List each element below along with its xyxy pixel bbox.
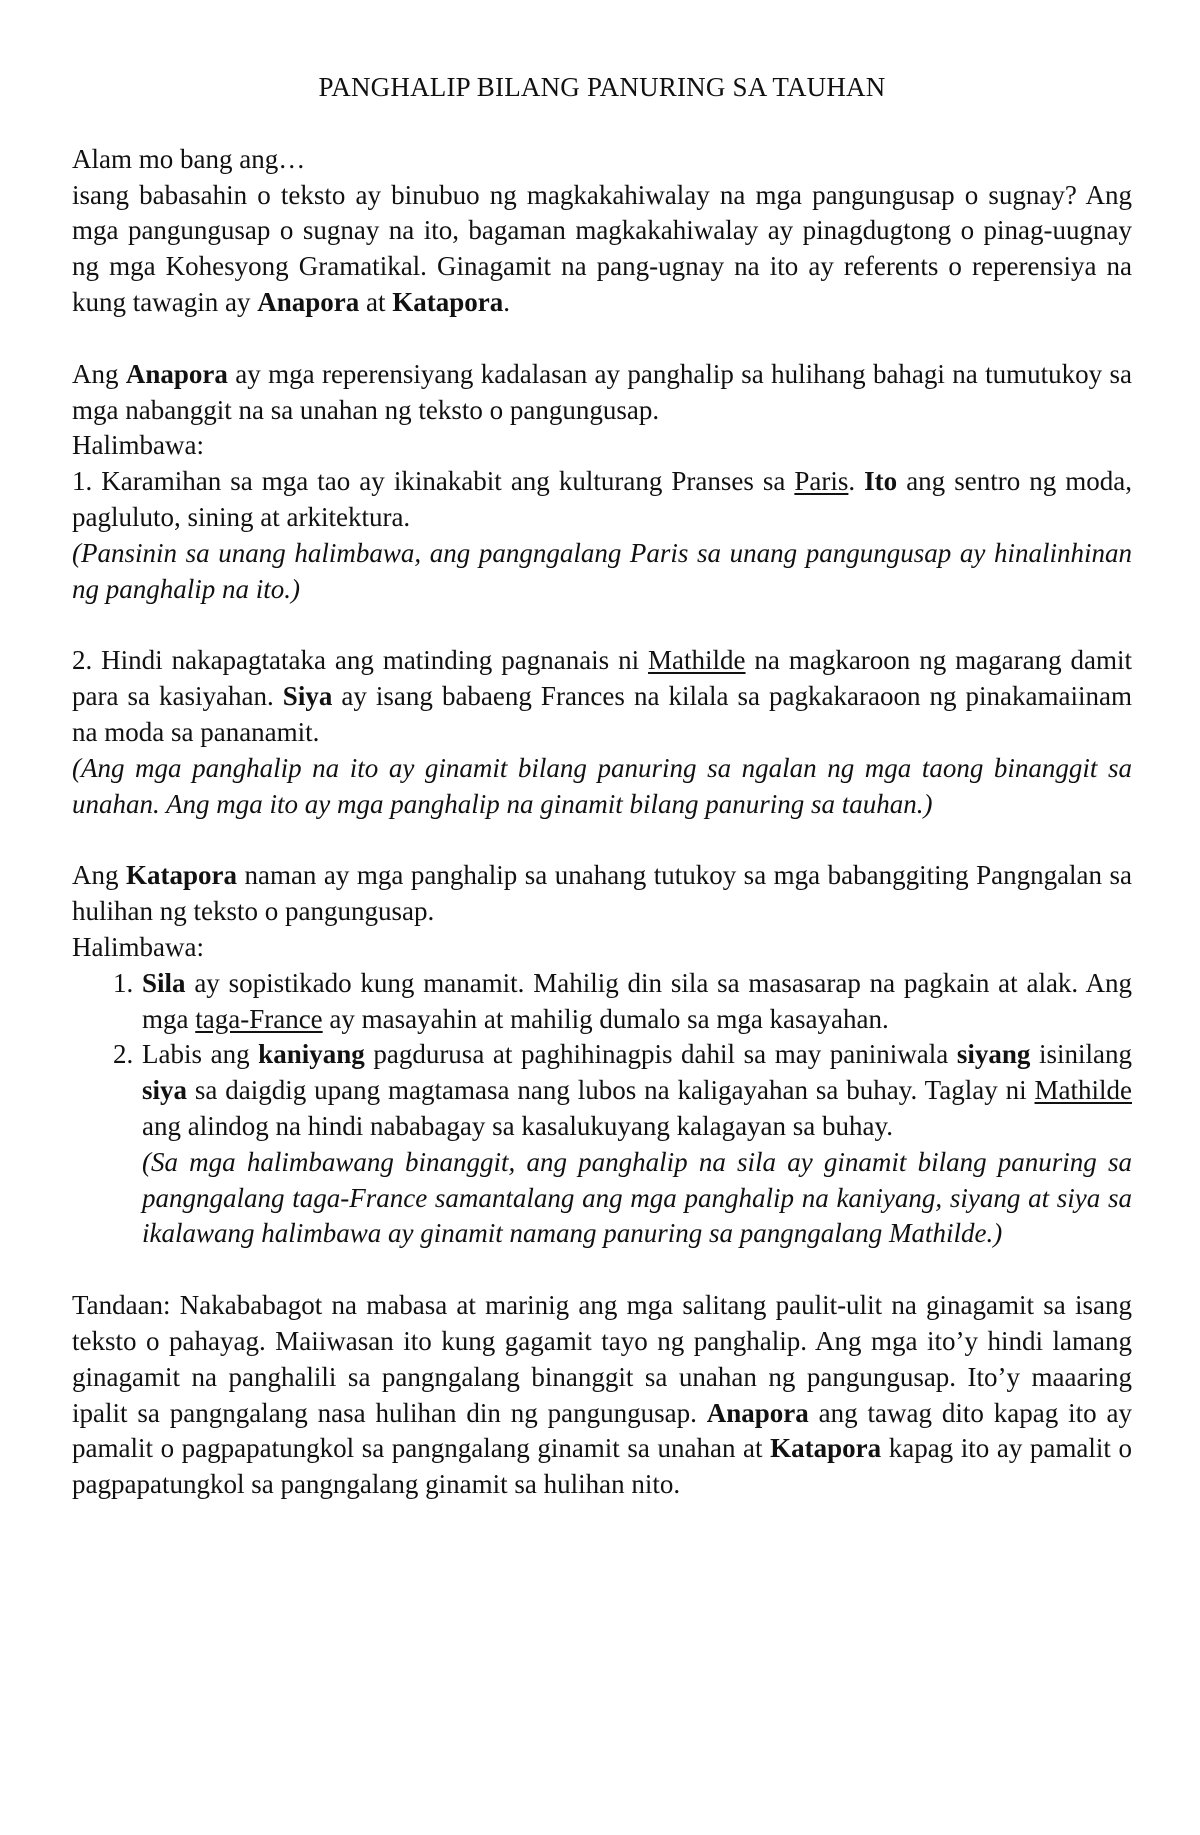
katapora-example-note: (Sa mga halimbawang binanggit, ang panghalip na sila ay ginamit bilang panuring sa pangngalang taga-France samantalang ang mga panghalip na kaniyang, siyang at siya sa ikalawang halimbawa ay ginamit namang panuring sa pangngalang Mathilde.) <box>142 1146 1132 1249</box>
item1-underlined-noun: taga-France <box>195 1003 323 1034</box>
term-anapora: Anapora <box>257 286 360 317</box>
katapora-term: Katapora <box>125 860 237 891</box>
intro-end: . <box>503 286 510 317</box>
ex2-bold-pronoun: Siya <box>282 681 333 712</box>
intro-and: at <box>359 286 393 317</box>
tandaan-katapora: Katapora <box>770 1433 882 1464</box>
katapora-def-text: naman ay mga panghalip sa unahang tutukoy sa mga babanggiting Pangngalan sa hulihan ng teksto o pangungusap. <box>72 860 1133 927</box>
item1-text-b: ay masayahin at mahilig dumalo sa mga kasayahan. <box>322 1003 889 1034</box>
katapora-def-pre: Ang <box>72 860 126 891</box>
anapora-definition <box>72 357 1132 429</box>
tandaan-paragraph <box>72 1288 1132 1503</box>
item2-text-a: Labis ang <box>142 1039 259 1070</box>
ex1-text-a: 1. Karamihan sa mga tao ay ikinakabit ang kulturang Pranses sa <box>72 466 795 497</box>
item2-bold-siyang: siyang <box>956 1039 1031 1070</box>
anapora-halimbawa-label: Halimbawa: <box>72 430 204 461</box>
term-katapora: Katapora <box>392 286 504 317</box>
anapora-example-2 <box>72 643 1132 750</box>
katapora-example-2 <box>140 1037 1132 1252</box>
tandaan-text-b: ang tawag dito kapag ito ay pamalit o pagpapatungkol sa pangngalang ginamit sa unahan at <box>72 1397 1132 1464</box>
intro-lead: Alam mo bang ang… <box>72 143 306 174</box>
item2-text-e: ang alindog na hindi nababagay sa kasalukuyang kalagayan sa buhay. <box>142 1110 894 1141</box>
katapora-example-list <box>72 966 1132 1252</box>
ex2-text-c: ay isang babaeng Frances na kilala sa pagkakaraoon ng pinakamaiinam na moda sa pananamit. <box>72 681 1132 747</box>
ex1-text-b: . <box>848 466 865 497</box>
anapora-example-1 <box>72 464 1132 536</box>
tandaan-text-a: Tandaan: Nakababagot na mabasa at marinig ang mga salitang paulit-ulit na ginagamit sa isang teksto o pahayag. Maiiwasan ito kung gagamit tayo ng panghalip. Ang mga ito’y hindi lamang ginagamit na panghalili sa pangngalang binanggit sa unahan ng pangungusap. Ito’y maaaring ipalit sa pangngalang nasa hulihan din ng pangungusap. <box>72 1290 1132 1428</box>
anapora-term: Anapora <box>125 358 228 389</box>
ex1-bold-pronoun: Ito <box>864 466 898 497</box>
item1-bold-pronoun: Sila <box>142 967 186 998</box>
anapora-example-2-note: (Ang mga panghalip na ito ay ginamit bilang panuring sa ngalan ng mga taong binanggit sa unahan. Ang mga ito ay mga panghalip na ginamit bilang panuring sa tauhan.) <box>72 752 1132 819</box>
item2-bold-kaniyang: kaniyang <box>258 1039 365 1070</box>
page-title: PANGHALIP BILANG PANURING SA TAUHAN <box>318 72 886 102</box>
ex2-text-b: na magkaroon ng magarang damit para sa kasiyahan. <box>72 645 1132 712</box>
ex2-text-a: 2. Hindi nakapagtataka ang matinding pagnanais ni <box>72 645 649 676</box>
katapora-example-1 <box>140 966 1132 1038</box>
tandaan-anapora: Anapora <box>706 1397 809 1428</box>
ex1-underlined-noun: Paris <box>794 466 849 497</box>
item2-underlined-noun: Mathilde <box>1034 1075 1132 1106</box>
item2-text-c: isinilang <box>1030 1039 1132 1070</box>
item2-text-b: pagdurusa at paghihinagpis dahil sa may paniniwala <box>364 1039 957 1070</box>
intro-text: isang babasahin o teksto ay binubuo ng magkakahiwalay na mga pangungusap o sugnay? Ang mga pangungusap o sugnay na ito, bagaman magkakahiwalay ay pinagdugtong o pinag-uugnay ng mga Kohesyong Gramatikal. Ginagamit na pang-ugnay na ito ay referents o reperensiya na kung tawagin ay <box>72 179 1132 317</box>
item2-bold-siya: siya <box>142 1075 188 1106</box>
intro-paragraph <box>72 178 1132 321</box>
tandaan-text-c: kapag ito ay pamalit o pagpapatungkol sa pangngalang ginamit sa hulihan nito. <box>72 1433 1132 1500</box>
ex1-text-c: ang sentro ng moda, pagluluto, sining at arkitektura. <box>72 466 1132 532</box>
item2-text-d: sa daigdig upang magtamasa nang lubos na kaligayahan sa buhay. Taglay ni <box>187 1075 1035 1106</box>
katapora-halimbawa-label: Halimbawa: <box>72 931 204 962</box>
anapora-example-1-note: (Pansinin sa unang halimbawa, ang pangngalang Paris sa unang pangungusap ay hinalinhinan ng panghalip na ito.) <box>72 537 1132 604</box>
item1-text-a: ay sopistikado kung manamit. Mahilig din sila sa masasarap na pagkain at alak. Ang mga <box>142 967 1132 1034</box>
anapora-def-text: ay mga reperensiyang kadalasan ay panghalip sa hulihang bahagi na tumutukoy sa mga nabanggit na sa unahan ng teksto o pangungusap. <box>72 358 1132 425</box>
katapora-definition <box>72 858 1132 930</box>
ex2-underlined-noun: Mathilde <box>648 645 746 676</box>
anapora-def-pre: Ang <box>72 358 126 389</box>
